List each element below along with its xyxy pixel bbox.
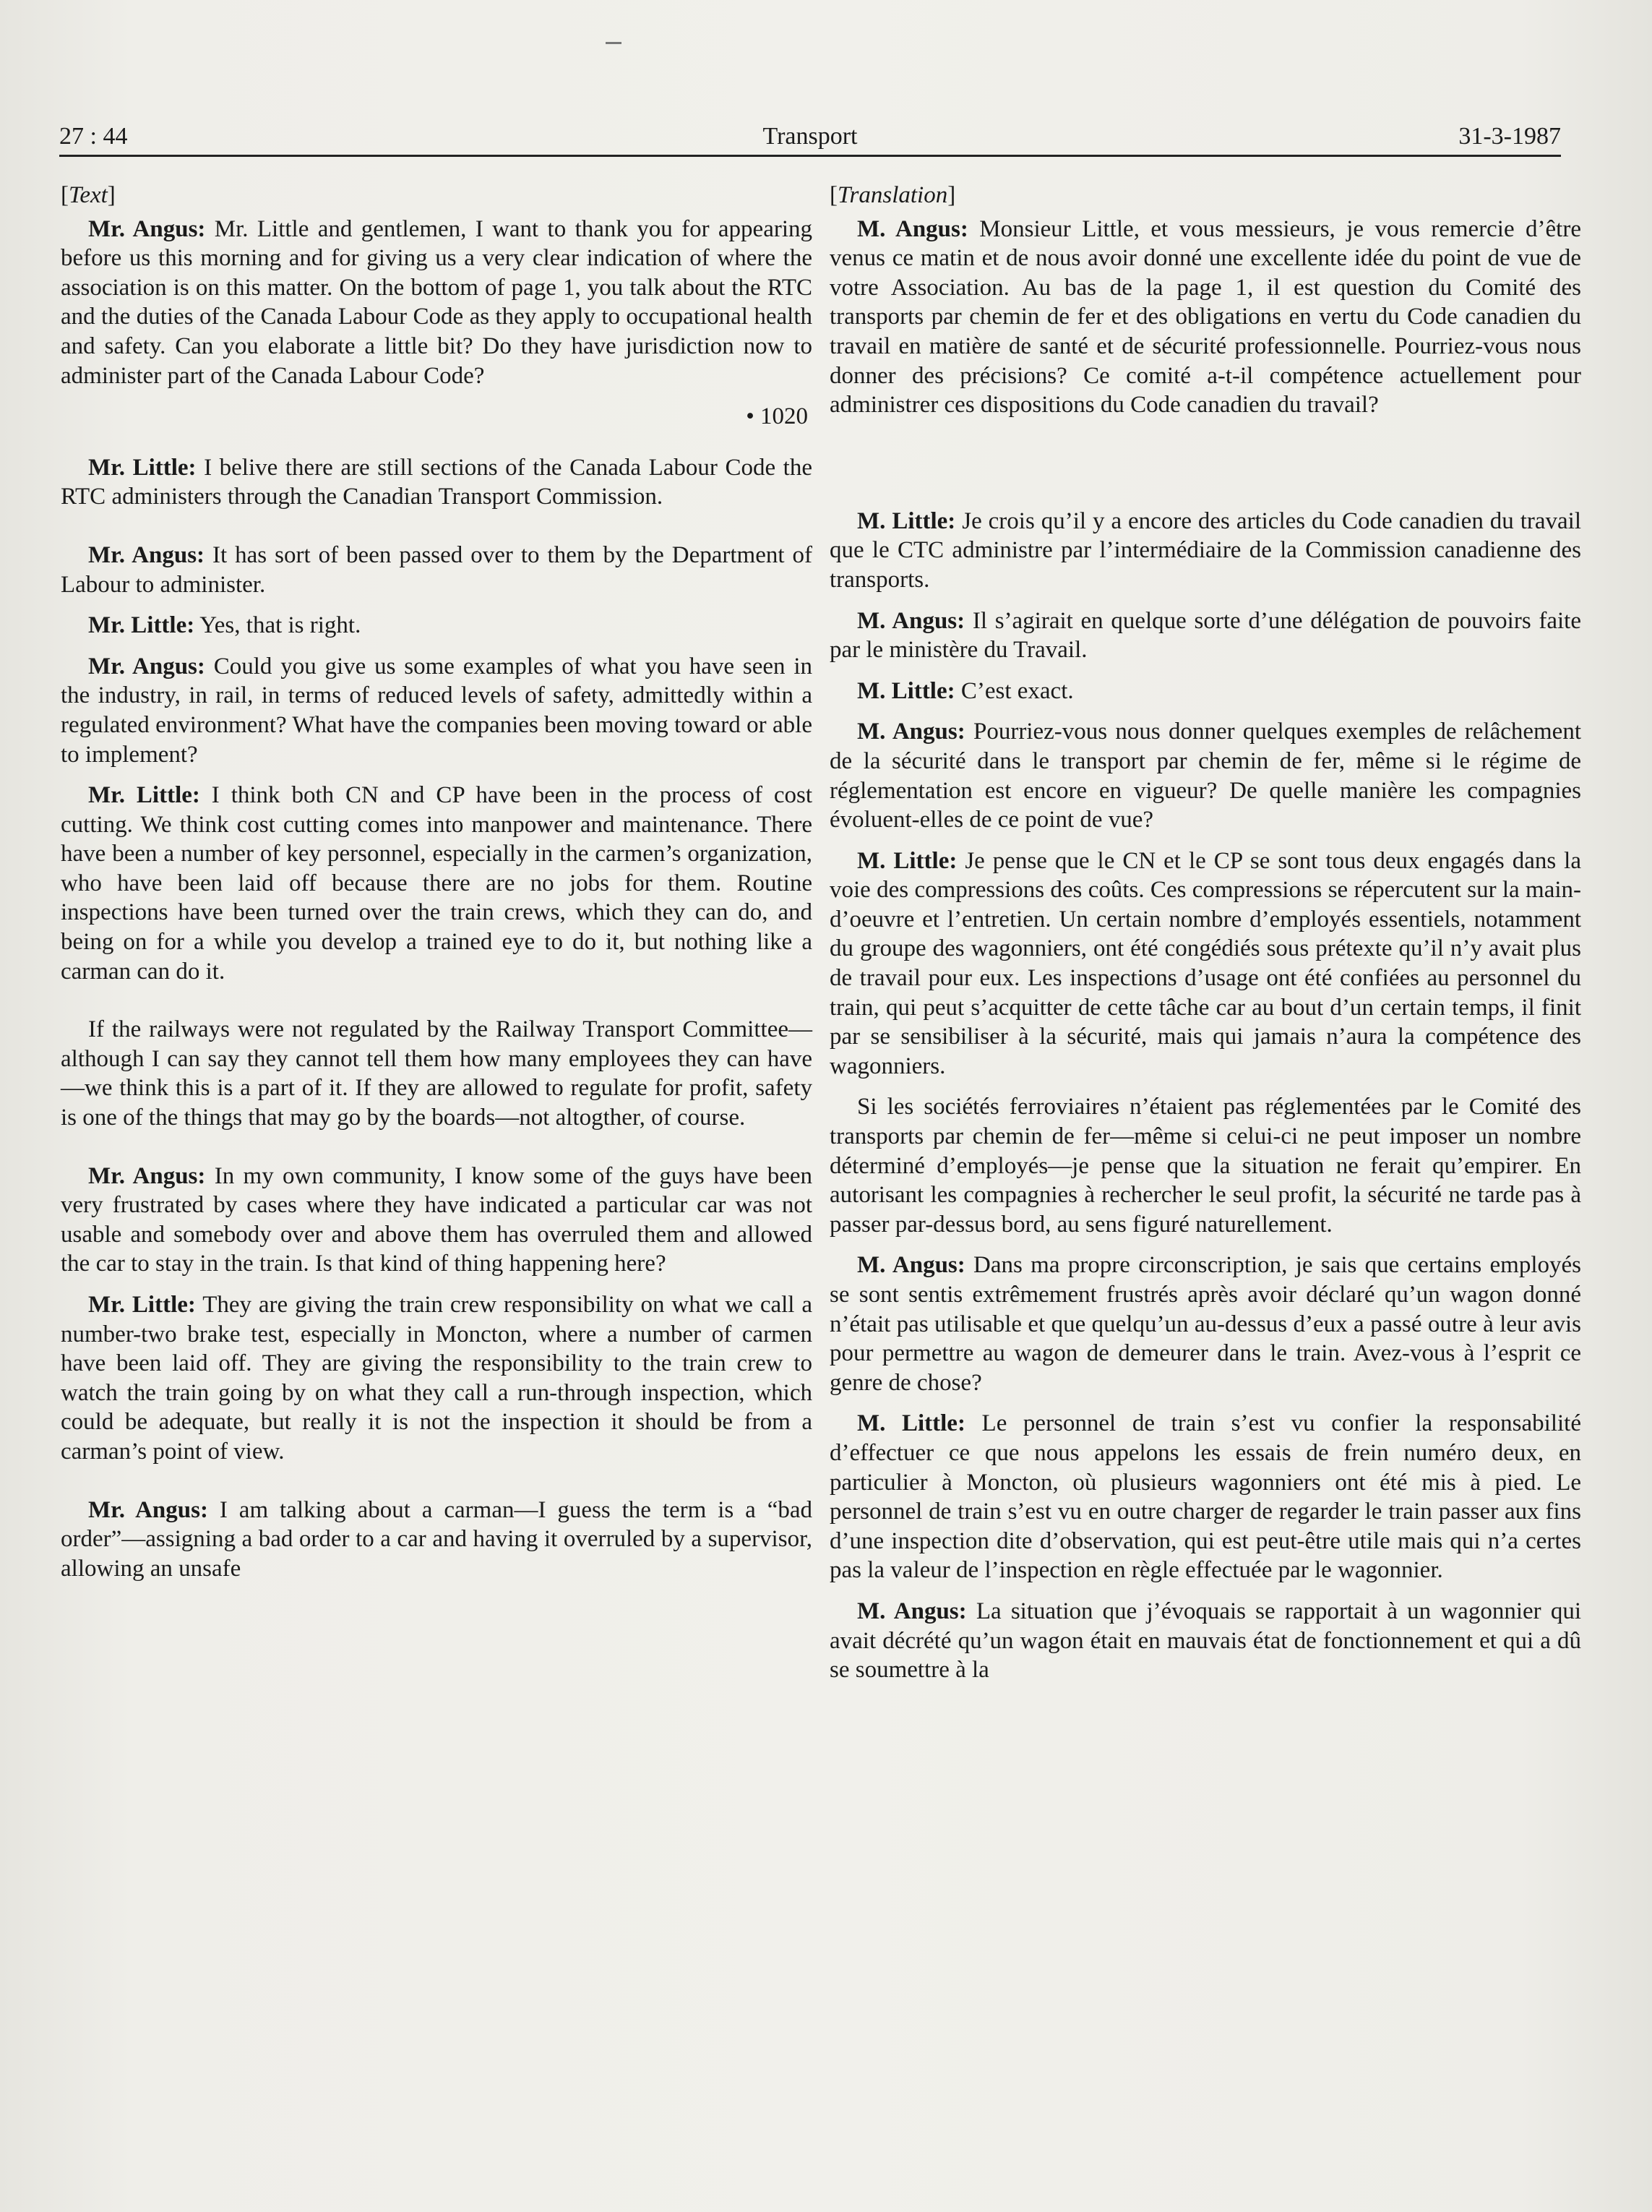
speaker: Mr. Angus: [88, 1496, 208, 1523]
paragraph [830, 1092, 1581, 1239]
paragraph-text: C’est exact. [955, 677, 1074, 704]
page-number: 27 : 44 [59, 123, 128, 150]
speaker: M. Angus: [857, 607, 965, 634]
speaker: Mr. Angus: [88, 541, 205, 568]
paragraph [830, 1409, 1581, 1585]
paragraph [61, 215, 812, 391]
paragraph [830, 606, 1581, 665]
paragraph-text: Could you give us some examples of what you have seen in the industry, in rail, in terms of reduced levels of safety, admittedly within a regulated environment? What have the companies been moving toward or able to implement? [61, 653, 812, 768]
paragraph [61, 652, 812, 769]
page-date: 31-3-1987 [1458, 123, 1561, 150]
paragraph-text: Je pense que le CN et le CP se sont tous deux engagés dans la voie des compressions des coûts. Ces compressions se répercutent sur la main-d’oeuvre et l’entretien. Un certain nombre d’employés essentiels, notamment du groupe des wagonniers, ont été congédiés sous prétexte qu’il n’y avait plus de travail pour eux. Les inspections d’usage ont été confiées au personnel du train, qui peut s’acquitter de cette tâche car au bout d’un certain temps, il finit par se sensibiliser à la sécurité, mais qui jamais n’aura la compétence des wagonniers. [830, 847, 1581, 1079]
paragraph-text: Yes, that is right. [194, 612, 361, 639]
paragraph [61, 541, 812, 599]
paragraph [61, 453, 812, 512]
paragraph [830, 717, 1581, 834]
speaker: Mr. Angus: [88, 1162, 206, 1189]
paragraph [61, 1015, 812, 1132]
paragraph [830, 1251, 1581, 1397]
paragraph-text: In my own community, I know some of the guys have been very frustrated by cases where they have indicated a particular car was not usable and somebody over and above them has overruled them and allowed the car to stay in the train. Is that kind of thing happening here? [61, 1162, 812, 1277]
paragraph [830, 215, 1581, 420]
speaker: M. Little: [857, 677, 955, 704]
paragraph-text: If the railways were not regulated by the Railway Transport Committee—although I can say they cannot tell them how many employees they can have—we think this is a part of it. If they are allowed to regulate for profit, safety is one of the things that may go by the boards—not altogther, of course. [61, 1016, 812, 1131]
speaker: M. Angus: [857, 719, 965, 745]
page-title: Transport [762, 123, 858, 150]
paragraph-text: I belive there are still sections of the Canada Labour Code the RTC administers through the Canadian Transport Commission. [61, 454, 812, 510]
paragraph-text: Le personnel de train s’est vu confier la responsabilité d’effectuer ce que nous appelons les essais de frein numéro deux, en particulier à Moncton, où plusieurs wagonniers ont été mis à pied. Le personnel de train s’est vu en outre charger de regarder le train passer aux fins d’une inspection dite d’observation, qui est peut-être utile mais qui n’a certes pas la valeur de l’inspection en règle effectuée par le wagonnier. [830, 1410, 1581, 1584]
paragraph [61, 781, 812, 986]
paragraph [61, 1290, 812, 1467]
speaker: M. Little: [857, 507, 956, 534]
paragraph-text: It has sort of been passed over to them by the Department of Labour to administer. [61, 541, 812, 598]
french-column [830, 181, 1581, 1697]
english-column [61, 181, 812, 1595]
paragraph-text: La situation que j’évoquais se rapportait à un wagonnier qui avait décrété qu’un wagon était en mauvais état de fonctionnement et qui a dû se soumettre à la [830, 1598, 1581, 1684]
paragraph [61, 1162, 812, 1279]
language-label: [Translation] [830, 182, 956, 208]
speaker: Mr. Angus: [88, 215, 206, 242]
paragraph-text: I think both CN and CP have been in the process of cost cutting. We think cost cutting comes into manpower and maintenance. There have been a number of key personnel, especially in the carmen’s organization, who have been laid off because there are no jobs for them. Routine inspections have been turned over the train crews, which they can do, and being on for a while you develop a trained eye to do it, but nothing like a carman can do it. [61, 782, 812, 985]
speaker: M. Little: [857, 847, 958, 874]
paragraph [830, 677, 1581, 706]
speaker: Mr. Little: [88, 454, 197, 481]
paragraph-text: Monsieur Little, et vous messieurs, je vous remercie d’être venus ce matin et de nous avoir donné une excellente idée du point de vue de votre Association. Au bas de la page 1, il est question du Comité des transports par chemin de fer et des obligations en vertu du Code canadien du travail en matière de santé et de sécurité professionnelle. Pourriez-vous nous donner des précisions? Ce comité a-t-il compétence actuellement pour administrer ces dispositions du Code canadien du travail? [830, 215, 1581, 419]
paragraph-text: Dans ma propre circonscription, je sais que certains employés se sont sentis extrêmement frustrés après avoir déclaré qu’un wagon donné n’était pas utilisable et que quelqu’un au-dessus d’eux a passé outre à leur avis pour permettre au wagon de demeurer dans le train. Avez-vous à l’esprit ce genre de chose? [830, 1252, 1581, 1396]
speaker: Mr. Little: [88, 782, 200, 809]
speaker: Mr. Little: [88, 1292, 196, 1318]
paragraph-text: Pourriez-vous nous donner quelques exemples de relâchement de la sécurité dans le transport par chemin de fer, même si le régime de réglementation est encore en vigueur? De quelle manière les compagnies évoluent-elles de ce point de vue? [830, 719, 1581, 833]
header-rule [59, 155, 1561, 157]
speaker: M. Angus: [857, 1598, 967, 1624]
time-check: • 1020 [746, 403, 808, 430]
paragraph-text: Il s’agirait en quelque sorte d’une délégation de pouvoirs faite par le ministère du Travail. [830, 607, 1582, 664]
paragraph [830, 846, 1581, 1081]
paragraph-text: Si les sociétés ferroviaires n’étaient pas réglementées par le Comité des transports par chemin de fer—même si celui-ci ne peut imposer un nombre déterminé d’employés—je pense que la situation ne ferait qu’empirer. En autorisant les compagnies à rechercher le seul profit, la sécurité ne tarde pas à passer par-dessus bord, au sens figuré naturellement. [830, 1094, 1581, 1238]
paragraph-text: Je crois qu’il y a encore des articles du Code canadien du travail que le CTC administre par l’intermédiaire de la Commission canadienne des transports. [830, 507, 1581, 593]
speaker: M. Angus: [857, 1252, 965, 1279]
paragraph [61, 1496, 812, 1584]
paragraph [830, 1597, 1581, 1685]
speaker: M. Angus: [857, 215, 968, 242]
paragraph [830, 507, 1581, 595]
paragraph-text: They are giving the train crew responsibility on what we call a number-two brake test, especially in Moncton, where a number of carmen have been laid off. They are giving the responsibility to the train crew to watch the train going by on what they call a run-through inspection, which could be adequate, but really it is not the inspection it should be from a carman’s point of view. [61, 1292, 812, 1465]
language-label: [Text] [61, 182, 116, 208]
page-header [59, 120, 1561, 156]
speaker: Mr. Little: [88, 612, 195, 639]
paragraph [61, 611, 812, 640]
paragraph-text: Mr. Little and gentlemen, I want to thank you for appearing before us this morning and for giving us a very clear indication of where the association is on this matter. On the bottom of page 1, you talk about the RTC and the duties of the Canada Labour Code as they apply to occupational health and safety. Can you elaborate a little bit? Do they have jurisdiction now to administer part of the Canada Labour Code? [61, 215, 812, 389]
speaker: M. Little: [857, 1410, 965, 1437]
speaker: Mr. Angus: [88, 653, 205, 680]
paragraph-text: I am talking about a carman—I guess the term is a “bad order”—assigning a bad order to a car and having it overruled by a supervisor, allowing an unsafe [61, 1496, 812, 1582]
scan-mark [606, 42, 621, 44]
